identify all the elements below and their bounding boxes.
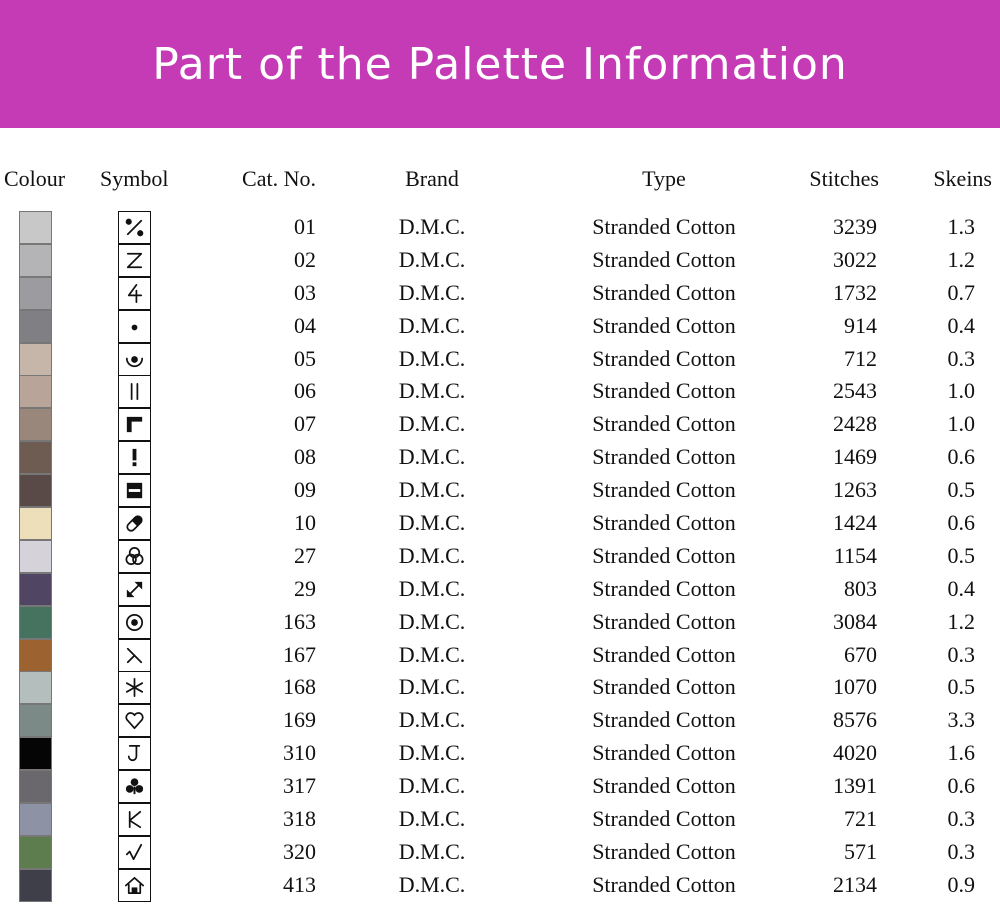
table-row [0,211,1000,244]
brand-cell: D.M.C. [398,246,466,272]
stitches-cell: 2428 [833,411,877,437]
brand-cell: D.M.C. [398,378,466,404]
cat-no-cell: 05 [294,345,316,371]
header-stitches: Stitches [809,166,879,191]
double-bar-icon [118,375,151,408]
colour-swatch [19,277,52,310]
brand-cell: D.M.C. [398,707,466,733]
stitches-cell: 3022 [833,246,877,272]
type-cell: Stranded Cotton [592,838,736,864]
asterisk-icon [118,671,151,704]
header-type: Type [642,166,686,191]
table-row [0,836,1000,869]
stitches-cell: 3239 [833,214,877,239]
stitches-cell: 8576 [833,707,877,733]
table-row [0,244,1000,277]
type-cell: Stranded Cotton [592,510,736,536]
skeins-cell: 0.3 [947,838,975,864]
title-banner [0,0,1000,128]
colour-swatch [19,573,52,606]
skeins-cell: 1.2 [947,608,975,634]
header-symbol: Symbol [100,166,169,191]
dot-icon [118,310,151,343]
colour-swatch [19,343,52,376]
type-cell: Stranded Cotton [592,542,736,568]
brand-cell: D.M.C. [398,608,466,634]
cat-no-cell: 08 [294,444,316,470]
stitches-cell: 803 [844,575,877,601]
colour-swatch [19,540,52,573]
cat-no-cell: 320 [283,838,316,864]
cat-no-cell: 310 [283,740,316,766]
skeins-cell: 0.5 [947,477,975,503]
cat-no-cell: 01 [294,214,316,239]
z-icon [118,244,151,277]
stitches-cell: 914 [844,312,877,338]
header-colour: Colour [4,166,66,191]
brand-cell: D.M.C. [398,411,466,437]
brand-cell: D.M.C. [398,214,466,239]
brand-cell: D.M.C. [398,345,466,371]
colour-swatch [19,770,52,803]
skeins-cell: 0.5 [947,542,975,568]
colour-swatch [19,211,52,244]
cat-no-cell: 06 [294,378,316,404]
type-cell: Stranded Cotton [592,444,736,470]
corner-icon [118,408,151,441]
palette-table [0,211,1000,902]
table-row [0,639,1000,672]
skeins-cell: 0.4 [947,312,975,338]
type-cell: Stranded Cotton [592,575,736,601]
table-row [0,507,1000,540]
cat-no-cell: 10 [294,510,316,536]
skeins-cell: 1.3 [947,214,975,239]
cat-no-cell: 03 [294,279,316,305]
cat-no-cell: 163 [283,608,316,634]
table-row [0,704,1000,737]
four-icon [118,277,151,310]
skeins-cell: 0.3 [947,806,975,832]
type-cell: Stranded Cotton [592,641,736,667]
colour-swatch [19,441,52,474]
skeins-cell: 0.6 [947,510,975,536]
brand-cell: D.M.C. [398,575,466,601]
colour-swatch [19,507,52,540]
table-row [0,573,1000,606]
header-brand: Brand [405,166,459,191]
stitches-cell: 1424 [833,510,877,536]
brand-cell: D.M.C. [398,806,466,832]
colour-swatch [19,408,52,441]
type-cell: Stranded Cotton [592,773,736,799]
skeins-cell: 1.0 [947,378,975,404]
type-cell: Stranded Cotton [592,674,736,700]
stitches-cell: 1732 [833,279,877,305]
brand-cell: D.M.C. [398,871,466,897]
brand-cell: D.M.C. [398,279,466,305]
brand-cell: D.M.C. [398,312,466,338]
table-row [0,375,1000,408]
skeins-cell: 0.4 [947,575,975,601]
cat-no-cell: 167 [283,641,316,667]
j-icon [118,737,151,770]
brand-cell: D.M.C. [398,674,466,700]
cat-no-cell: 09 [294,477,316,503]
type-cell: Stranded Cotton [592,345,736,371]
split-square-icon [118,474,151,507]
percent-icon [118,211,151,244]
skeins-cell: 0.5 [947,674,975,700]
cat-no-cell: 318 [283,806,316,832]
type-cell: Stranded Cotton [592,608,736,634]
page-title: Part of the Palette Information [152,38,848,90]
brand-cell: D.M.C. [398,477,466,503]
skeins-cell: 0.6 [947,773,975,799]
table-row [0,408,1000,441]
colour-swatch [19,310,52,343]
type-cell: Stranded Cotton [592,707,736,733]
lambda-icon [118,639,151,672]
colour-swatch [19,671,52,704]
club-icon [118,770,151,803]
stitches-cell: 1263 [833,477,877,503]
heart-icon [118,704,151,737]
three-circles-icon [118,540,151,573]
type-cell: Stranded Cotton [592,740,736,766]
brand-cell: D.M.C. [398,641,466,667]
table-row [0,441,1000,474]
skeins-cell: 0.3 [947,345,975,371]
cat-no-cell: 413 [283,871,316,897]
header-skeins: Skeins [933,166,992,191]
capsule-icon [118,507,151,540]
colour-swatch [19,803,52,836]
table-row [0,770,1000,803]
diagonal-arrows-icon [118,573,151,606]
skeins-cell: 1.6 [947,740,975,766]
colour-swatch [19,606,52,639]
table-row [0,310,1000,343]
type-cell: Stranded Cotton [592,477,736,503]
skeins-cell: 0.9 [947,871,975,897]
colour-swatch [19,836,52,869]
k-icon [118,803,151,836]
stitches-cell: 721 [844,806,877,832]
table-row [0,277,1000,310]
table-row [0,869,1000,902]
target-icon [118,606,151,639]
skeins-cell: 3.3 [947,707,975,733]
stitches-cell: 2134 [833,871,877,897]
brand-cell: D.M.C. [398,838,466,864]
colour-swatch [19,737,52,770]
stitches-cell: 1469 [833,444,877,470]
cat-no-cell: 169 [283,707,316,733]
colour-swatch [19,869,52,902]
table-row [0,474,1000,507]
colour-swatch [19,474,52,507]
cat-no-cell: 168 [283,674,316,700]
colour-swatch [19,244,52,277]
cat-no-cell: 04 [294,312,316,338]
brand-cell: D.M.C. [398,740,466,766]
cat-no-cell: 317 [283,773,316,799]
type-cell: Stranded Cotton [592,246,736,272]
table-row [0,671,1000,704]
table-row [0,540,1000,573]
skeins-cell: 0.7 [947,279,975,305]
stitches-cell: 1154 [833,542,877,568]
skeins-cell: 1.0 [947,411,975,437]
table-header [0,162,1000,196]
stitches-cell: 4020 [833,740,877,766]
stitches-cell: 2543 [833,378,877,404]
stitches-cell: 1391 [833,773,877,799]
cat-no-cell: 07 [294,411,316,437]
brand-cell: D.M.C. [398,444,466,470]
stitches-cell: 3084 [833,608,877,634]
brand-cell: D.M.C. [398,510,466,536]
brand-cell: D.M.C. [398,773,466,799]
type-cell: Stranded Cotton [592,806,736,832]
type-cell: Stranded Cotton [592,312,736,338]
type-cell: Stranded Cotton [592,214,736,239]
exclamation-icon [118,441,151,474]
check-icon [118,836,151,869]
header-cat-no: Cat. No. [242,166,316,191]
table-row [0,606,1000,639]
colour-swatch [19,639,52,672]
skeins-cell: 0.6 [947,444,975,470]
stitches-cell: 571 [844,838,877,864]
cat-no-cell: 29 [294,575,316,601]
brand-cell: D.M.C. [398,542,466,568]
type-cell: Stranded Cotton [592,411,736,437]
colour-swatch [19,704,52,737]
type-cell: Stranded Cotton [592,871,736,897]
colour-swatch [19,375,52,408]
cat-no-cell: 02 [294,246,316,272]
stitches-cell: 1070 [833,674,877,700]
table-row [0,737,1000,770]
eye-icon [118,343,151,376]
type-cell: Stranded Cotton [592,279,736,305]
type-cell: Stranded Cotton [592,378,736,404]
house-icon [118,869,151,902]
skeins-cell: 0.3 [947,641,975,667]
table-row [0,803,1000,836]
stitches-cell: 670 [844,641,877,667]
stitches-cell: 712 [844,345,877,371]
cat-no-cell: 27 [294,542,316,568]
skeins-cell: 1.2 [947,246,975,272]
table-row [0,343,1000,376]
